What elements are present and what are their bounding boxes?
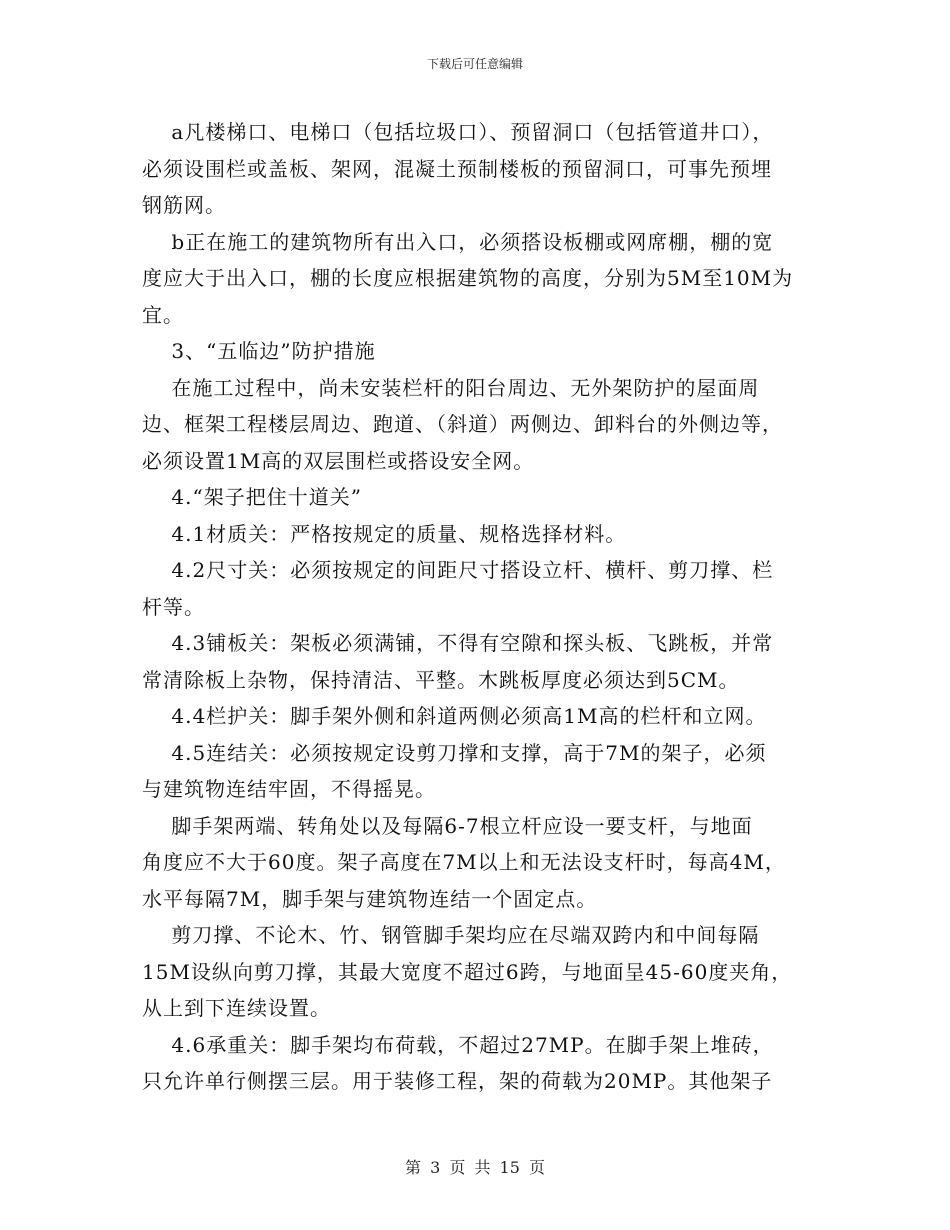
text-line: 宜。	[142, 302, 184, 327]
text-line: 必须设置1M高的双层围栏或搭设安全网。	[142, 448, 535, 473]
page-number-footer: 第 3 页 共 15 页	[405, 1158, 545, 1177]
section-heading: 3、“五临边”防护措施	[142, 339, 376, 363]
page-header: 下载后可任意编辑	[426, 57, 523, 71]
text-line: 边、框架工程楼层周边、跑道、（斜道）两侧边、卸料台的外侧边等，	[142, 412, 783, 436]
text-line: 钢筋网。	[142, 193, 226, 217]
text-line: a凡楼梯口、电梯口（包括垃圾口）、预留洞口（包括管道井口），	[142, 120, 774, 144]
text-line: 与建筑物连结牢固，不得摇晃。	[142, 777, 436, 801]
text-line: b正在施工的建筑物所有出入口，必须搭设板棚或网席棚，棚的宽	[142, 229, 774, 254]
text-line: 角度应不大于60度。架子高度在7M以上和无法设支杆时，每高4M，	[142, 850, 786, 874]
text-line: 常清除板上杂物，保持清洁、平整。木跳板厚度必须达到5CM。	[142, 667, 740, 692]
text-line: 4.3铺板关：架板必须满铺，不得有空隙和探头板、飞跳板，并常	[142, 631, 774, 655]
text-line: 水平每隔7M，脚手架与建筑物连结一个固定点。	[142, 886, 598, 911]
text-line: 4.1材质关：严格按规定的质量、规格选择材料。	[142, 521, 627, 546]
text-line: 4.2尺寸关：必须按规定的间距尺寸搭设立杆、横杆、剪刀撑、栏	[142, 558, 774, 582]
text-line: 必须设围栏或盖板、架网，混凝土预制楼板的预留洞口，可事先预埋	[142, 156, 772, 181]
text-line: 15M设纵向剪刀撑，其最大宽度不超过6跨，与地面呈45-60度夹角，	[142, 959, 793, 984]
text-line: 4.4栏护关：脚手架外侧和斜道两侧必须高1M高的栏杆和立网。	[142, 704, 767, 728]
text-line: 从上到下连续设置。	[142, 996, 331, 1020]
text-line: 剪刀撑、不论木、竹、钢管脚手架均应在尽端双跨内和中间每隔	[142, 923, 760, 947]
text-line: 度应大于出入口，棚的长度应根据建筑物的高度，分别为5M至10M为	[142, 266, 794, 290]
section-heading: 4.“架子把住十道关”	[142, 485, 362, 509]
text-line: 在施工过程中，尚未安装栏杆的阳台周边、无外架防护的屋面周	[142, 375, 760, 400]
text-line: 4.5连结关：必须按规定设剪刀撑和支撑，高于7M的架子，必须	[142, 740, 767, 765]
text-line: 脚手架两端、转角处以及每隔6-7根立杆应设一要支杆，与地面	[142, 813, 753, 838]
text-line: 杆等。	[142, 594, 205, 619]
text-line: 只允许单行侧摆三层。用于装修工程，架的荷载为20MP。其他架子	[142, 1069, 773, 1093]
document-body	[142, 114, 822, 1100]
text-line: 4.6承重关：脚手架均布荷载，不超过27MP。在脚手架上堆砖，	[142, 1032, 774, 1057]
